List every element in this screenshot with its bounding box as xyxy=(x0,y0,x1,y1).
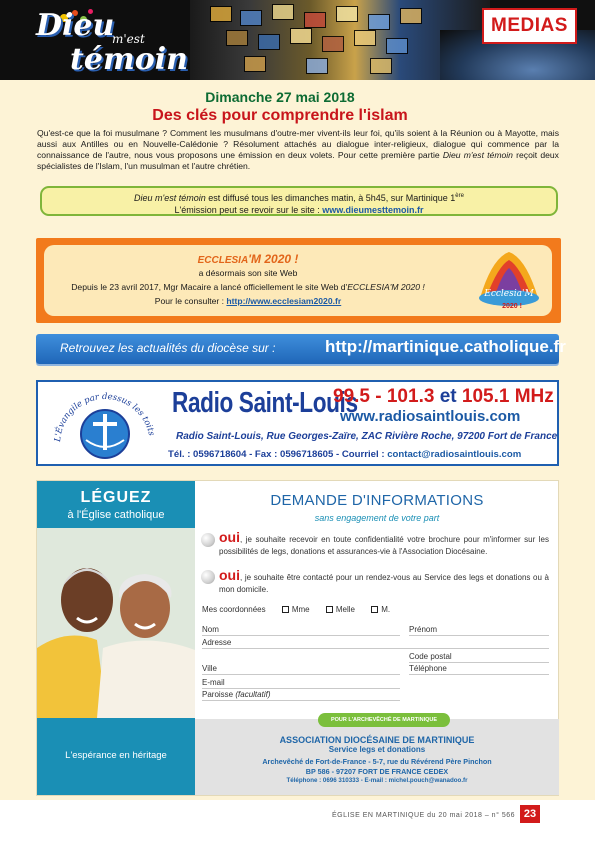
screen-tile xyxy=(368,14,390,30)
screen-tile xyxy=(290,28,312,44)
elderly-couple-photo xyxy=(37,528,195,718)
diocese-banner-text: Retrouvez les actualités du diocèse sur : xyxy=(60,341,276,355)
archeveche-pill: POUR L'ARCHEVÊCHÉ DE MARTINIQUE xyxy=(318,713,450,727)
header-banner xyxy=(0,0,595,80)
show-name: Dieu m'est témoin xyxy=(134,193,206,203)
radio-name: Radio Saint-Louis xyxy=(172,387,358,419)
form-subtitle: sans engagement de votre part xyxy=(314,513,440,523)
show-name: Dieu m'est témoin xyxy=(442,150,513,160)
ecclesia-line-3: Pour le consulter : http://www.ecclesiam2020.fr xyxy=(154,296,342,306)
screen-tile xyxy=(354,30,376,46)
nom-field[interactable]: Nom xyxy=(202,625,400,636)
civility-checkbox-m[interactable] xyxy=(371,606,378,613)
option-2-text: oui, je souhaite être contacté pour un rendez-vous au Service des legs et donations ou à mon domicile. xyxy=(219,567,549,594)
leguez-tagline: L'espérance en héritage xyxy=(65,750,167,761)
svg-text:L'Évangile par dessus les toit: L'Évangile par dessus les toits xyxy=(52,391,157,443)
adresse-field[interactable]: Adresse xyxy=(202,638,549,649)
radio-address: Radio Saint-Louis, Rue Georges-Zaïre, ZAC Rivière Roche, 97200 Fort de France xyxy=(176,431,558,442)
screen-tile xyxy=(386,38,408,54)
logo-temoin: témoin xyxy=(70,42,188,77)
ville-field[interactable]: Ville xyxy=(202,664,400,675)
screen-tile xyxy=(336,6,358,22)
association-service: Service legs et donations xyxy=(328,745,426,754)
association-contact: Téléphone : 0696 310333 - E-mail : michel.pouch@wanadoo.fr xyxy=(286,777,468,784)
radio-saint-louis-logo-icon xyxy=(50,384,160,462)
logo-mest: m'est xyxy=(112,32,145,46)
leguez-title: LÉGUEZ xyxy=(80,489,152,506)
section-badge: MEDIAS xyxy=(482,8,577,44)
telephone-field[interactable]: Téléphone xyxy=(409,664,549,675)
article-intro: Qu'est-ce que la foi musulmane ? Comment les musulmans d'outre-mer vivent-ils leur foi, qu'ils soient à la Réunion ou à Mayotte, mais aussi aux Antilles ou en Nouvelle-Calédonie ? Résolument attachés au dialogue inter-religieux, dialogue qui commence par la connaissance de l'autre, nous vous proposons une émission en deux volets. Pour cette première partie Dieu m'est témoin reçoit deux spécialistes de l'Islam, l'un musulman et l'autre chrétien. xyxy=(37,128,559,171)
screen-tile xyxy=(210,6,232,22)
screen-tile xyxy=(244,56,266,72)
article-date: Dimanche 27 mai 2018 xyxy=(205,89,355,105)
association-address-2: BP 586 - 97207 FORT DE FRANCE CEDEX xyxy=(305,767,449,776)
radio-email-link[interactable]: contact@radiosaintlouis.com xyxy=(387,449,522,460)
radio-frequencies: 99.5 - 101.3 et 105.1 MHz xyxy=(333,386,554,407)
dieumesttemoin-link[interactable]: www.dieumesttemoin.fr xyxy=(322,205,424,215)
prenom-field[interactable]: Prénom xyxy=(409,625,549,636)
civility-checkbox-melle[interactable] xyxy=(326,606,333,613)
screen-tile xyxy=(400,8,422,24)
association-name: ASSOCIATION DIOCÉSAINE DE MARTINIQUE xyxy=(279,735,475,745)
ecclesia-title: ECCLESIA'M 2020 ! xyxy=(197,252,299,266)
ecclesia-line-1: a désormais son site Web xyxy=(198,268,298,278)
article-title: Des clés pour comprendre l'islam xyxy=(152,107,408,124)
radio-website-link[interactable]: www.radiosaintlouis.com xyxy=(340,408,521,425)
page-number: 23 xyxy=(520,805,540,823)
ecclesiam2020-link[interactable]: http://www.ecclesiam2020.fr xyxy=(226,296,342,306)
diocese-link[interactable]: http://martinique.catholique.fr xyxy=(325,337,566,356)
screen-tile xyxy=(322,36,344,52)
logo-dieu: Dieu xyxy=(36,8,115,43)
broadcast-info-box: Dieu m'est témoin est diffusé tous les dimanches matin, à 5h45, sur Martinique 1ère L'émission peut se revoir sur le site : www.dieumesttemoin.fr xyxy=(40,186,558,216)
screen-tile xyxy=(272,4,294,20)
leguez-subtitle: à l'Église catholique xyxy=(67,509,165,521)
option-1-radio[interactable] xyxy=(201,533,215,547)
logo xyxy=(0,0,190,80)
screen-tile xyxy=(306,58,328,74)
radio-contact: Tél. : 0596718604 - Fax : 0596718605 - Courriel : contact@radiosaintlouis.com xyxy=(168,449,522,460)
svg-text:2020 !: 2020 ! xyxy=(502,303,522,310)
ecclesia-logo-icon xyxy=(472,248,546,312)
paroisse-field[interactable]: Paroisse (facultatif) xyxy=(202,690,400,701)
form-title: DEMANDE D'INFORMATIONS xyxy=(270,492,484,509)
ecclesia-line-2: Depuis le 23 avril 2017, Mgr Macaire a lancé officiellement le site Web d'ECCLESIA'M 2020 ! xyxy=(71,282,425,292)
civility-row: Mes coordonnées Mme Melle M. xyxy=(202,605,391,614)
association-address-1: Archevêché de Fort-de-France - 5-7, rue du Révérend Père Pinchon xyxy=(262,757,492,766)
screen-tile xyxy=(226,30,248,46)
svg-text:Ecclesia'M: Ecclesia'M xyxy=(484,289,534,299)
email-field[interactable]: E-mail xyxy=(202,678,400,689)
option-1-text: oui, je souhaite recevoir en toute confidentialité votre brochure pour m'informer sur les possibilités de legs, donations et assurances-vie à l'Association Diocésaine. xyxy=(219,529,549,556)
diocese-banner xyxy=(36,334,566,364)
screen-tile xyxy=(240,10,262,26)
screen-tile xyxy=(304,12,326,28)
option-2-radio[interactable] xyxy=(201,570,215,584)
screen-tile xyxy=(258,34,280,50)
coords-label: Mes coordonnées xyxy=(202,605,266,614)
civility-checkbox-mme[interactable] xyxy=(282,606,289,613)
code-postal-field[interactable]: Code postal xyxy=(409,652,549,663)
page-footer: ÉGLISE EN MARTINIQUE du 20 mai 2018 – n° 566 xyxy=(331,812,515,819)
screen-tile xyxy=(370,58,392,74)
